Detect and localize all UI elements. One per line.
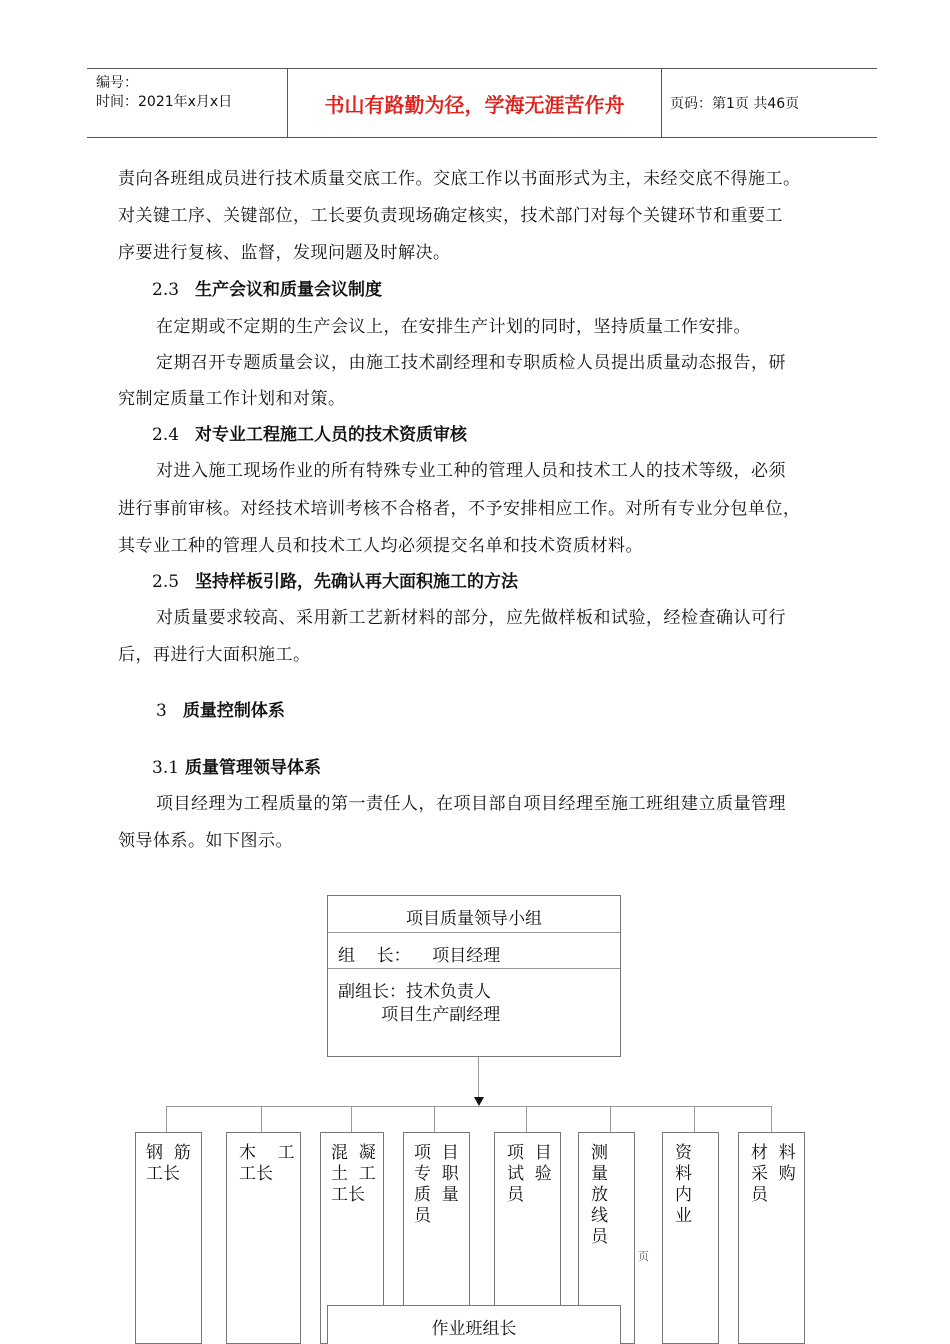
section-title: 对专业工程施工人员的技术资质审核 [195, 425, 468, 445]
leadership-group-box [327, 895, 621, 1057]
page-indicator-text: 页码：第1页 共46页 [670, 96, 800, 112]
paragraph-line: 对质量要求较高、采用新工艺新材料的部分，应先做样板和试验，经检查确认可行 [156, 608, 786, 628]
role-label: 材 料 采 购 员 [751, 1143, 796, 1205]
connector-line [478, 1057, 479, 1099]
paragraph-line: 定期召开专题质量会议，由施工技术副经理和专职质检人员提出质量动态报告，研 [156, 353, 786, 373]
section-number: 2.4 [152, 425, 180, 445]
paragraph-line: 责向各班组成员进行技术质量交底工作。交底工作以书面形式为主，未经交底不得施工。 [118, 169, 801, 189]
down-arrow-icon [474, 1097, 484, 1106]
paragraph-line: 其专业工种的管理人员和技术工人均必须提交名单和技术资质材料。 [118, 536, 643, 556]
paragraph-line: 序要进行复核、监督，发现问题及时解决。 [118, 243, 451, 263]
header-meta-cell [87, 69, 288, 137]
leader-row: 组 长： 项目经理 [338, 946, 501, 966]
role-box-material-purchaser [738, 1132, 805, 1344]
section-title: 生产会议和质量会议制度 [195, 280, 383, 300]
paragraph-line: 在定期或不定期的生产会议上，在安排生产计划的同时，坚持质量工作安排。 [156, 317, 751, 337]
section-title: 质量管理领导体系 [185, 758, 322, 778]
section-number: 3 [156, 701, 167, 721]
section-number: 2.5 [152, 572, 180, 592]
paragraph-line: 领导体系。如下图示。 [118, 831, 293, 851]
paragraph-line: 究制定质量工作计划和对策。 [118, 389, 346, 409]
role-label: 混 凝 土 工 工长 [331, 1143, 376, 1205]
doc-number-label: 编号： [96, 75, 138, 91]
section-heading-3 [156, 696, 285, 721]
deputy-row-2: 项目生产副经理 [338, 1005, 501, 1025]
stray-page-mark: 页 [638, 1250, 649, 1263]
section-number: 3.1 [152, 758, 180, 778]
role-label: 钢 筋 工长 [146, 1143, 191, 1184]
role-box-carpentry-foreman [226, 1132, 301, 1344]
paragraph-line: 对进入施工现场作业的所有特殊专业工种的管理人员和技术工人的技术等级，必须 [156, 461, 786, 481]
header-motto: 书山有路勤为径，学海无涯苦作舟 [288, 69, 662, 137]
page-header [87, 68, 877, 138]
role-label: 木 工 工长 [239, 1143, 295, 1184]
section-title: 质量控制体系 [182, 701, 285, 721]
connector-line [166, 1106, 772, 1107]
role-label: 项 目 试 验 员 [507, 1143, 552, 1205]
role-box-rebar-foreman [135, 1132, 202, 1344]
role-label: 项 目 专 职 质 量 员 [414, 1143, 459, 1226]
role-label: 测 量 放 线 员 [591, 1143, 608, 1247]
team-leader-box [327, 1305, 621, 1344]
section-title: 坚持样板引路，先确认再大面积施工的方法 [195, 572, 519, 592]
paragraph-line: 对关键工序、关键部位，工长要负责现场确定核实，技术部门对每个关键环节和重要工 [118, 206, 783, 226]
role-label: 资 料 内 业 [675, 1143, 692, 1226]
section-heading-3-1 [152, 753, 321, 778]
role-box-documentation [662, 1132, 719, 1344]
paragraph-line: 项目经理为工程质量的第一责任人，在项目部自项目经理至施工班组建立质量管理 [156, 794, 786, 814]
team-leader-label: 作业班组长 [431, 1319, 517, 1339]
paragraph-line: 进行事前审核。对经技术培训考核不合格者，不予安排相应工作。对所有专业分包单位， [118, 499, 801, 519]
page-indicator [670, 69, 870, 137]
section-heading-2-3 [152, 275, 382, 300]
doc-time-label: 时间：2021年x月x日 [96, 94, 233, 110]
paragraph-line: 后，再进行大面积施工。 [118, 645, 311, 665]
section-number: 2.3 [152, 280, 180, 300]
leadership-group-title: 项目质量领导小组 [406, 909, 542, 929]
deputy-row-1: 副组长：技术负责人 [338, 982, 491, 1002]
section-heading-2-5 [152, 567, 518, 592]
section-heading-2-4 [152, 420, 467, 445]
